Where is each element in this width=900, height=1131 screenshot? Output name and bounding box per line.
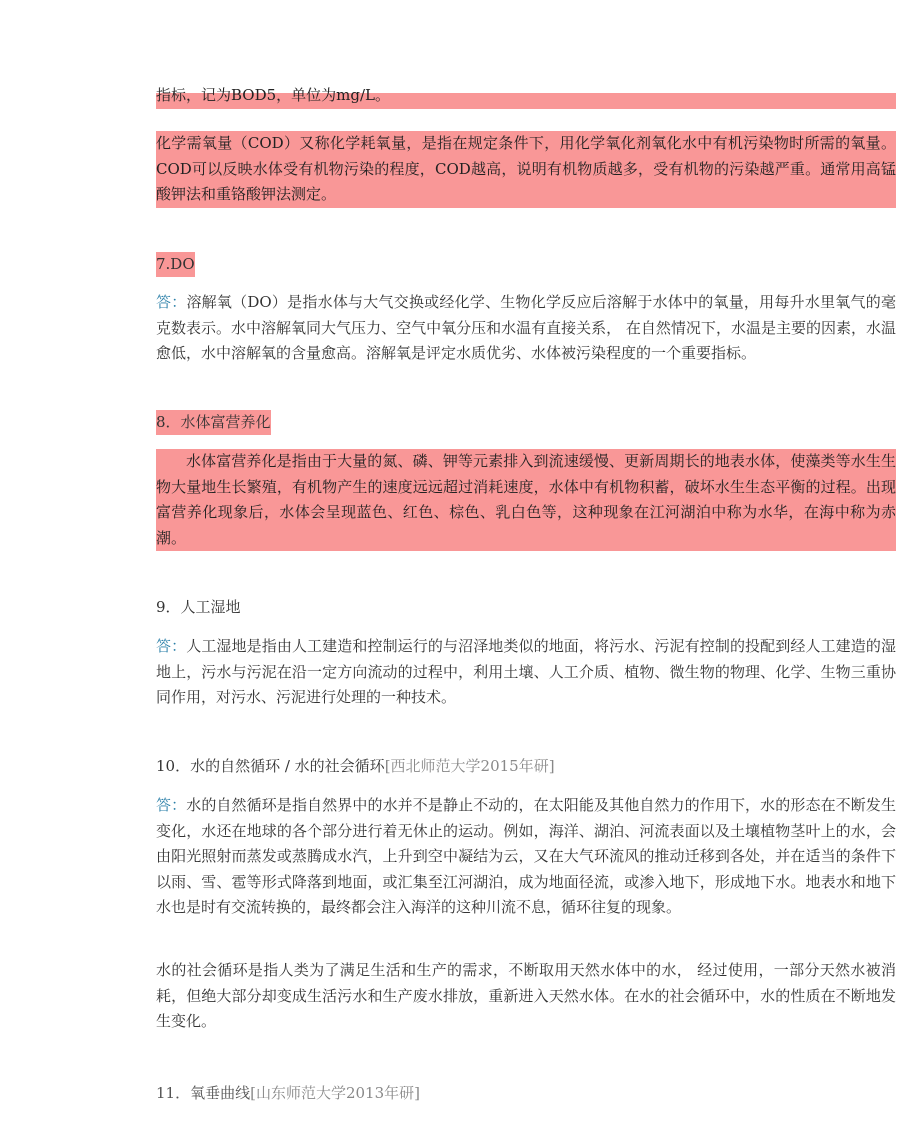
q7-title: 7.DO: [156, 252, 195, 277]
q10-answer2-text: 水的社会循环是指人类为了满足生活和生产的需求，不断取用天然水体中的水， 经过使用，一部分天然水被消耗，但绝大部分却变成生活污水和生产废水排放，重新进入天然水体。在水的社会循环中，水的性质在不断地发生变化。: [156, 961, 896, 1030]
q10-answer-text: 水的自然循环是指自然界中的水并不是静止不动的，在太阳能及其他自然力的作用下，水的形态在不断发生变化，水还在地球的各个部分进行着无休止的运动。例如，海洋、湖泊、河流表面以及土壤植物茎叶上的水，会由阳光照射而蒸发或蒸腾成水汽，上升到空中凝结为云，又在大气环流风的推动迁移到各处，并在适当的条件下以雨、雪、雹等形式降落到地面，或汇集至江河湖泊，成为地面径流，或渗入地下，形成地下水。地表水和地下水也是时有交流转换的，最终都会注入海洋的这种川流不息，循环往复的现象。: [156, 796, 896, 916]
bod-tail-text: 指标，记为BOD5，单位为mg/L。: [156, 86, 391, 104]
cod-text: 化学需氧量（COD）又称化学耗氧量，是指在规定条件下，用化学氧化剂氧化水中有机污染物时所需的氧量。COD可以反映水体受有机物污染的程度，COD越高，说明有机物质越多，受有机物的污染越严重。通常用高锰酸钾法和重铬酸钾法测定。: [156, 134, 896, 203]
q7-answer-text: 溶解氧（DO）是指水体与大气交换或经化学、生物化学反应后溶解于水体中的氧量，用每升水里氧气的毫克数表示。水中溶解氧同大气压力、空气中氧分压和水温有直接关系， 在自然情况下，水温是主要的因素，水温愈低，水中溶解氧的含量愈高。溶解氧是评定水质优劣、水体被污染程度的一个重要指标。: [156, 293, 896, 362]
q11-title: 11．氧垂曲线: [156, 1084, 251, 1102]
q8-title: 8．水体富营养化: [156, 410, 271, 435]
q10-title: 10．水的自然循环 / 水的社会循环: [156, 757, 385, 775]
q8-answer-text: 水体富营养化是指由于大量的氮、磷、钾等元素排入到流速缓慢、更新周期长的地表水体，使藻类等水生生物大量地生长繁殖，有机物产生的速度远远超过消耗速度，水体中有机物积蓄，破坏水生生态平衡的过程。出现富营养化现象后，水体会呈现蓝色、红色、棕色、乳白色等，这种现象在江河湖泊中称为水华，在海中称为赤潮。: [156, 452, 896, 547]
q10-answer: [156, 793, 896, 921]
q9-title: 9．人工湿地: [156, 598, 241, 616]
q11-source: [山东师范大学2013年研]: [250, 1084, 420, 1102]
q10-answer-part2: [156, 958, 896, 1035]
q7-answer: [156, 290, 896, 367]
answer-label: 答：: [156, 637, 187, 655]
answer-label: 答：: [156, 796, 187, 814]
cod-definition: [156, 131, 896, 208]
answer-label: 答：: [156, 293, 187, 311]
q9-answer: [156, 634, 896, 711]
q10-source: [西北师范大学2015年研]: [384, 757, 555, 775]
q9-answer-text: 人工湿地是指由人工建造和控制运行的与沼泽地类似的地面，将污水、污泥有控制的投配到经人工建造的湿地上，污水与污泥在沿一定方向流动的过程中，利用土壤、人工介质、植物、微生物的物理、化学、生物三重协同作用，对污水、污泥进行处理的一种技术。: [156, 637, 896, 706]
q8-answer: [156, 449, 896, 551]
q9-heading: [156, 595, 896, 620]
q11-heading-clipped: [156, 1081, 896, 1102]
bod-definition-tail: [156, 86, 896, 109]
q7-heading: [156, 252, 896, 277]
q10-heading: [156, 754, 896, 779]
q8-heading: [156, 410, 896, 435]
